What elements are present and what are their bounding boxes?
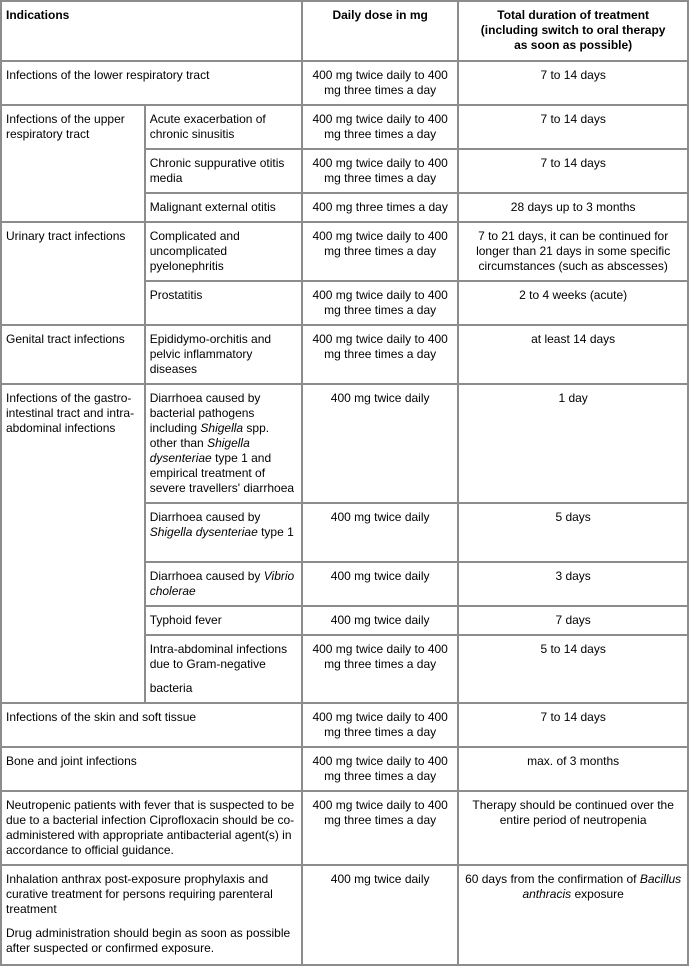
duration-cell: 1 day — [458, 384, 688, 503]
table-row — [1, 325, 688, 384]
dose-cell: 400 mg twice daily to 400 mg three times a day — [302, 703, 458, 747]
sub-indication-cell: Typhoid fever — [145, 606, 302, 635]
header-duration-line1: Total duration of treatment — [497, 8, 650, 22]
sub-indication-cell: Acute exacerbation of chronic sinusitis — [145, 105, 302, 149]
sub-indication-cell: Complicated and uncomplicated pyelonephritis — [145, 222, 302, 281]
duration-cell: max. of 3 months — [458, 747, 688, 791]
header-duration-line3: as soon as possible) — [514, 38, 633, 52]
text-span: Diarrhoea caused by bacterial pathogens including — [149, 391, 261, 435]
dose-cell: 400 mg twice daily to 400 mg three times a day — [302, 222, 458, 281]
dose-cell: 400 mg twice daily — [302, 384, 458, 503]
header-duration-line2: (including switch to oral therapy — [480, 23, 666, 37]
table-row — [1, 865, 688, 965]
duration-cell — [458, 865, 688, 965]
sub-indication-cell: Chronic suppurative otitis media — [145, 149, 302, 193]
table-row — [1, 61, 688, 105]
dose-cell: 400 mg twice daily to 400 mg three times a day — [302, 61, 458, 105]
header-indications: Indications — [1, 1, 302, 61]
text-span: type 1 — [257, 525, 294, 539]
indication-cell: Bone and joint infections — [1, 747, 302, 791]
duration-cell: 5 to 14 days — [458, 635, 688, 703]
text-span: exposure — [571, 887, 624, 901]
dose-cell: 400 mg twice daily to 400 mg three times a day — [302, 635, 458, 703]
duration-cell: 28 days up to 3 months — [458, 193, 688, 222]
italic-text: Vibrio cholerae — [149, 569, 295, 598]
duration-cell: Therapy should be continued over the entire period of neutropenia — [458, 791, 688, 865]
duration-cell: 7 to 14 days — [458, 105, 688, 149]
dose-cell: 400 mg twice daily — [302, 606, 458, 635]
indication-cell: Genital tract infections — [1, 325, 145, 384]
sub-indication-cell — [145, 384, 302, 503]
text-span: type 1 and empirical treatment of severe travellers' diarrhoea — [149, 451, 295, 495]
table-row — [1, 105, 688, 149]
table-row — [1, 791, 688, 865]
indication-cell — [1, 865, 302, 965]
text-span: spp. other than — [149, 421, 270, 450]
indication-cell: Infections of the skin and soft tissue — [1, 703, 302, 747]
header-row — [1, 1, 688, 61]
italic-text: Shigella — [200, 421, 244, 435]
sub-indication-cell: Prostatitis — [145, 281, 302, 325]
sub-indication-cell — [145, 503, 302, 562]
indication-cell: Neutropenic patients with fever that is suspected to be due to a bacterial infection Ciprofloxacin should be co-administered with appropriate antibacterial agent(s) in accordance to official guidance. — [1, 791, 302, 865]
duration-cell: 7 to 14 days — [458, 703, 688, 747]
text-span: Diarrhoea caused by — [149, 510, 261, 524]
italic-text: Bacillus anthracis — [522, 872, 682, 901]
indication-note: Drug administration should begin as soon as possible after suspected or confirmed exposure. — [6, 926, 291, 955]
duration-cell: at least 14 days — [458, 325, 688, 384]
sub-indication-cell — [145, 635, 302, 703]
italic-text: Shigella dysenteriae — [149, 436, 250, 465]
header-daily-dose: Daily dose in mg — [302, 1, 458, 61]
dose-cell: 400 mg three times a day — [302, 193, 458, 222]
duration-cell: 7 to 21 days, it can be continued for longer than 21 days in some specific circumstances (such as abscesses) — [458, 222, 688, 281]
dose-cell: 400 mg twice daily to 400 mg three times a day — [302, 149, 458, 193]
duration-cell: 3 days — [458, 562, 688, 606]
text-span: Intra-abdominal infections due to Gram-negative — [149, 642, 288, 671]
sub-indication-cell: Malignant external otitis — [145, 193, 302, 222]
dose-cell: 400 mg twice daily to 400 mg three times a day — [302, 281, 458, 325]
indication-cell: Urinary tract infections — [1, 222, 145, 325]
dose-cell: 400 mg twice daily to 400 mg three times a day — [302, 747, 458, 791]
text-span: 60 days from the confirmation of — [465, 872, 640, 886]
duration-cell: 7 days — [458, 606, 688, 635]
text-span: bacteria — [149, 681, 193, 695]
italic-text: Shigella dysenteriae — [149, 525, 258, 539]
duration-cell: 7 to 14 days — [458, 149, 688, 193]
dose-cell: 400 mg twice daily — [302, 503, 458, 562]
table-row — [1, 747, 688, 791]
dose-cell: 400 mg twice daily — [302, 865, 458, 965]
sub-indication-cell: Epididymo-orchitis and pelvic inflammatory diseases — [145, 325, 302, 384]
table-row — [1, 384, 688, 503]
table-row — [1, 703, 688, 747]
duration-cell: 7 to 14 days — [458, 61, 688, 105]
duration-cell: 5 days — [458, 503, 688, 562]
indication-paragraph: Inhalation anthrax post-exposure prophylaxis and curative treatment for persons requiring parenteral treatment — [6, 872, 273, 916]
sub-indication-cell — [145, 562, 302, 606]
text-span: Diarrhoea caused by — [149, 569, 264, 583]
dose-cell: 400 mg twice daily to 400 mg three times a day — [302, 791, 458, 865]
indication-cell: Infections of the upper respiratory tract — [1, 105, 145, 222]
dose-cell: 400 mg twice daily to 400 mg three times a day — [302, 325, 458, 384]
dose-cell: 400 mg twice daily to 400 mg three times a day — [302, 105, 458, 149]
duration-cell: 2 to 4 weeks (acute) — [458, 281, 688, 325]
indication-cell: Infections of the gastro-intestinal tract and intra-abdominal infections — [1, 384, 145, 703]
header-duration — [458, 1, 688, 61]
table-row — [1, 222, 688, 281]
indication-cell: Infections of the lower respiratory tract — [1, 61, 302, 105]
dose-cell: 400 mg twice daily — [302, 562, 458, 606]
